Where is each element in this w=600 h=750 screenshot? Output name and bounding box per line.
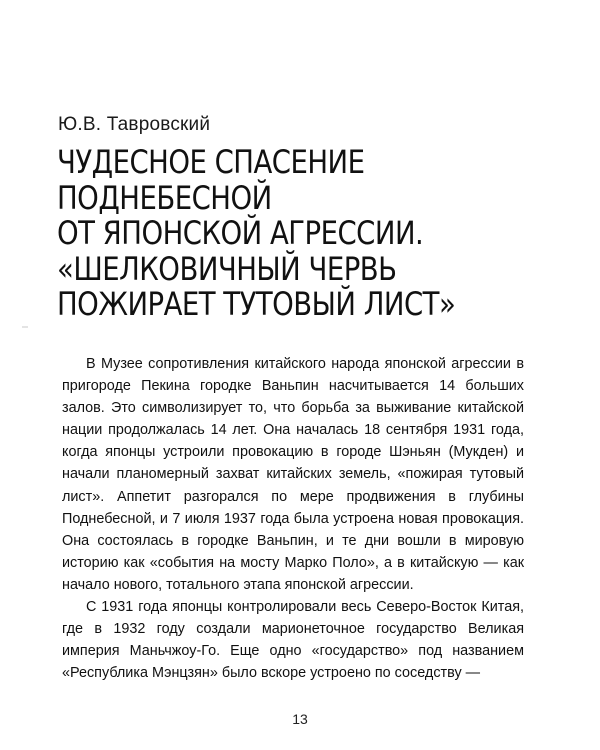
- body-paragraph: С 1931 года японцы контролировали весь Северо-Восток Китая, где в 1932 году создали марионеточное государство Великая империя Маньчжоу-Го. Еще одно «государство» под названием «Республика Мэнцзян» было вскоре устроено по соседству —: [62, 599, 524, 682]
- title-line: ПОДНЕБЕСНОЙ: [57, 178, 272, 217]
- body-paragraph: В Музее сопротивления китайского народа японской агрессии в пригороде Пекина городке Ваньпин насчитывается 14 больших залов. Это символизирует то, что борьба за выживание китайской нации продолжалась 14 лет. Она началась 18 сентября 1931 года, когда японцы устроили провокацию в городе Шэньян (Мукден) и начали планомерный захват китайских земель, «пожирая тутовый лист». Аппетит разгорался по мере продвижения в глубины Поднебесной, и 7 июля 1937 года была устроена новая провокация. Она состоялась в городке Ваньпин, и те дни вошли в мировую историю как «события на мосту Марко Поло», а в китайскую — как начало нового, тотального этапа японской агрессии.: [62, 356, 524, 593]
- title-line: ПОЖИРАЕТ ТУТОВЫЙ ЛИСТ»: [57, 285, 456, 323]
- title-line: ОТ ЯПОНСКОЙ АГРЕССИИ.: [57, 214, 424, 252]
- page-number: 13: [292, 711, 308, 727]
- title-line: «ШЕЛКОВИЧНЫЙ ЧЕРВЬ: [57, 249, 397, 288]
- author-name: Ю.В. Тавровский: [58, 114, 211, 135]
- title-line: ЧУДЕСНОЕ СПАСЕНИЕ: [57, 143, 365, 181]
- article-body: [62, 353, 524, 684]
- scan-speck: [22, 326, 28, 328]
- article-title: [57, 145, 504, 323]
